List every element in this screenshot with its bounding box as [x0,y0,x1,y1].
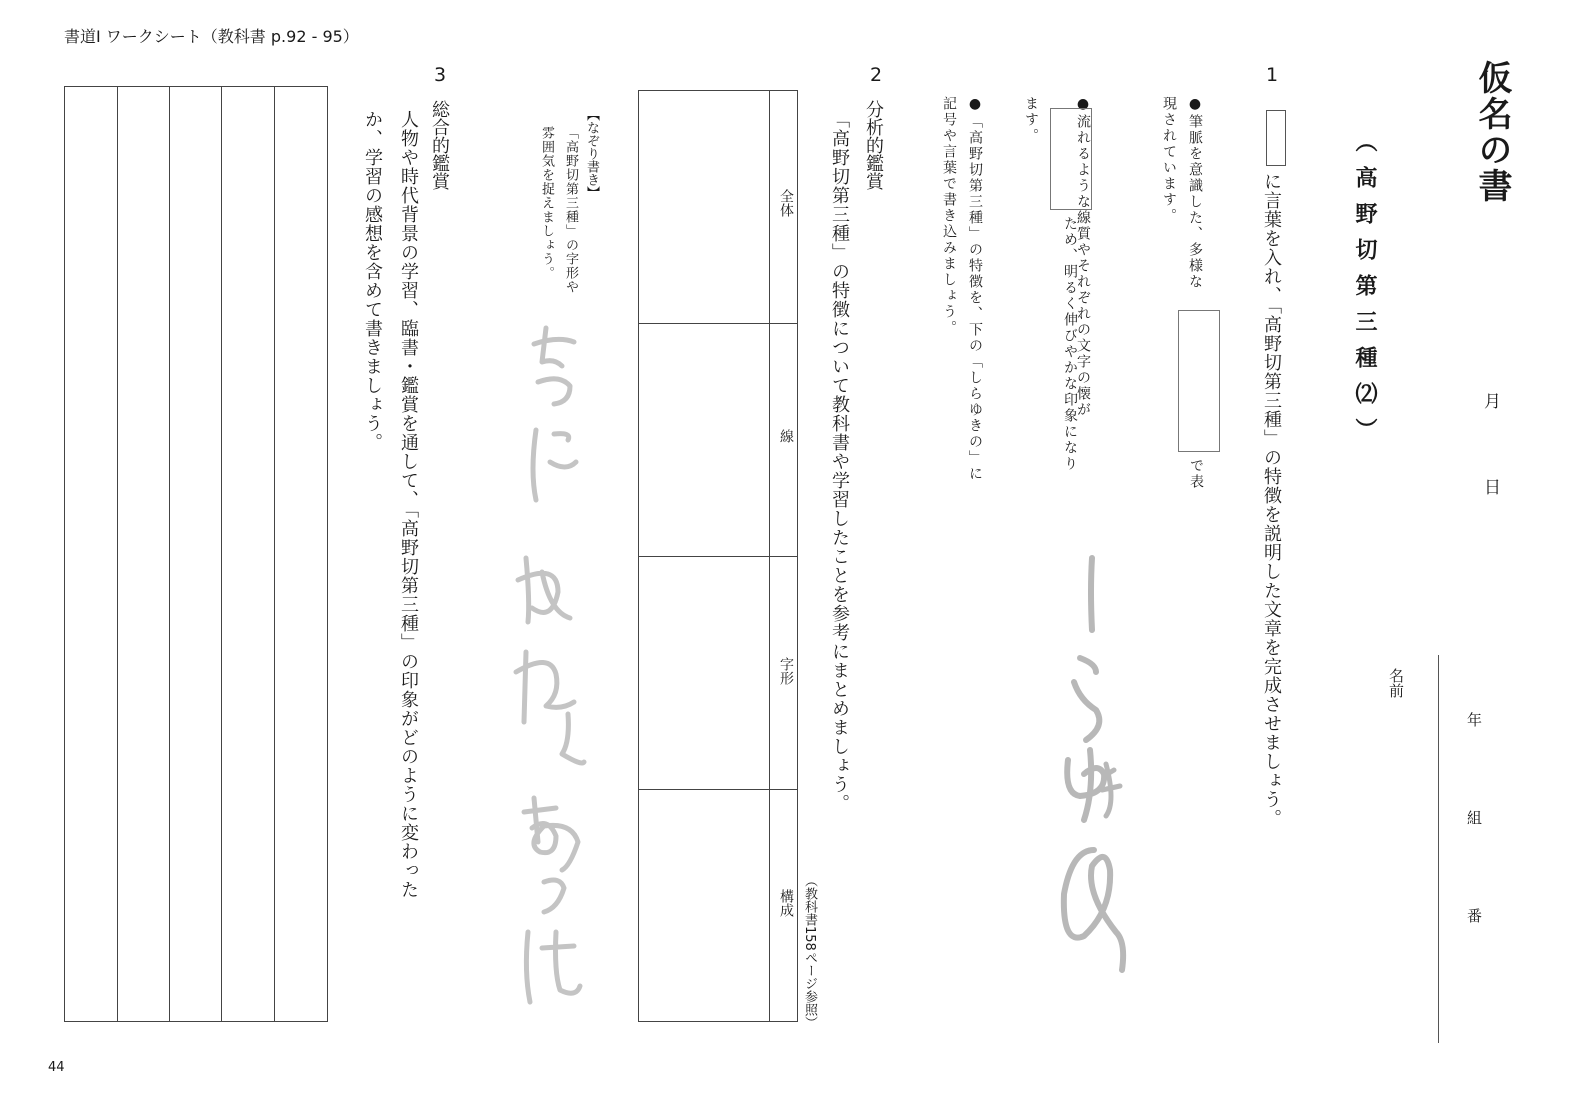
shirayuki-calligraphy-sample[interactable] [1040,550,1140,1010]
bullet-1-line-2: 現されています。 [1161,96,1177,224]
bullet-1-line-1: ●筆脈を意識した、多様な [1187,96,1203,290]
question-2-instruction: 「高野切第三種」の特徴について教科書や学習したことを参考にまとめましょう。 [829,110,850,813]
trace-me [518,558,570,622]
bullet-1-suffix: で表 [1188,458,1204,490]
trace-ra [544,880,564,912]
answer-blank-1[interactable] [1178,310,1220,452]
trace-re [516,652,574,722]
student-number-label: 番 [1465,908,1483,923]
writing-guide-line [221,87,222,1021]
trace-ni [533,430,576,500]
question-1-instruction: に言葉を入れ、「高野切第三種」の特徴を説明した文章を完成させましょう。 [1261,172,1282,828]
worksheet-header: 書道Ⅰ ワークシート（教科書 p.92 - 95） [64,27,359,46]
tracing-instruction [534,126,582,294]
table-label-form: 字形 [778,657,794,685]
tracing-instruction-line-1: 「高野切第三種」の字形や [563,126,578,294]
tracing-instruction-line-2: 雰囲気を捉えましょう。 [539,126,554,280]
stroke-no [1064,850,1123,970]
date-day-label: 日 [1480,478,1500,495]
answer-cell-line[interactable] [639,324,769,556]
page-title: 仮名の書 [1472,60,1512,204]
stroke-shi [1091,558,1092,630]
tracing-label: 【なぞり書き】 [584,108,599,199]
answer-blank-2[interactable] [1050,108,1092,210]
page-number: 44 [48,1060,65,1075]
bullet-2-line-2: ため、明るく伸びやかな印象になり [1062,216,1078,472]
date-month-label: 月 [1480,392,1500,409]
question-3-instruction-line-1: 人物や時代背景の学習、臨書・鑑賞を通して、「高野切第三種」の印象がどのように変わった [398,110,419,899]
writing-guide-line [169,87,170,1021]
class-label: 組 [1465,810,1483,825]
question-3-instruction [354,110,426,899]
trace-ha [526,932,580,1002]
year-label: 年 [1465,712,1483,727]
name-label: 名前 [1387,668,1405,698]
table-label-line: 線 [778,429,794,443]
analysis-table [638,90,798,1022]
bullet-3-line-2: 記号や言葉で書き込みましょう。 [941,96,957,336]
stroke-ra [1074,658,1099,740]
tracing-calligraphy-sample[interactable] [498,322,598,1012]
question-1-bullet-3 [936,96,988,482]
answer-cell-overall[interactable] [639,91,769,323]
bullet-2-line-3: ます。 [1023,96,1039,144]
question-1-number: 1 [1266,64,1279,86]
writing-guide-line [274,87,275,1021]
answer-cell-form[interactable] [639,557,769,789]
textbook-reference: （教科書158ページ参照） [802,874,817,1029]
question-3-heading: 総合的鑑賞 [429,100,450,190]
bullet-3-line-1: ●「高野切第三種」の特徴を、下の「しらゆきの」に [967,96,983,482]
trace-to [562,714,584,763]
trace-mo [534,328,574,404]
question-3-number: 3 [434,64,447,86]
blank-legend-box [1266,110,1286,166]
answer-cell-composition[interactable] [639,790,769,1021]
reflection-writing-area[interactable] [64,86,328,1022]
stroke-yu [1067,750,1104,820]
name-field-line[interactable] [1438,655,1439,1043]
trace-a [524,798,578,870]
table-label-composition: 構成 [778,889,794,917]
table-label-overall: 全体 [778,189,794,217]
question-1-bullet-1 [1156,96,1208,290]
page-subtitle: （高野切第三種⑵） [1352,130,1378,454]
question-3-instruction-line-2: か、学習の感想を含めて書きましょう。 [362,110,383,452]
writing-guide-line [117,87,118,1021]
question-2-heading: 分析的鑑賞 [863,100,884,190]
question-2-number: 2 [870,64,883,86]
bullet-2-line-1: ●流れるような線質やそれぞれの文字の懐が [1075,96,1091,418]
